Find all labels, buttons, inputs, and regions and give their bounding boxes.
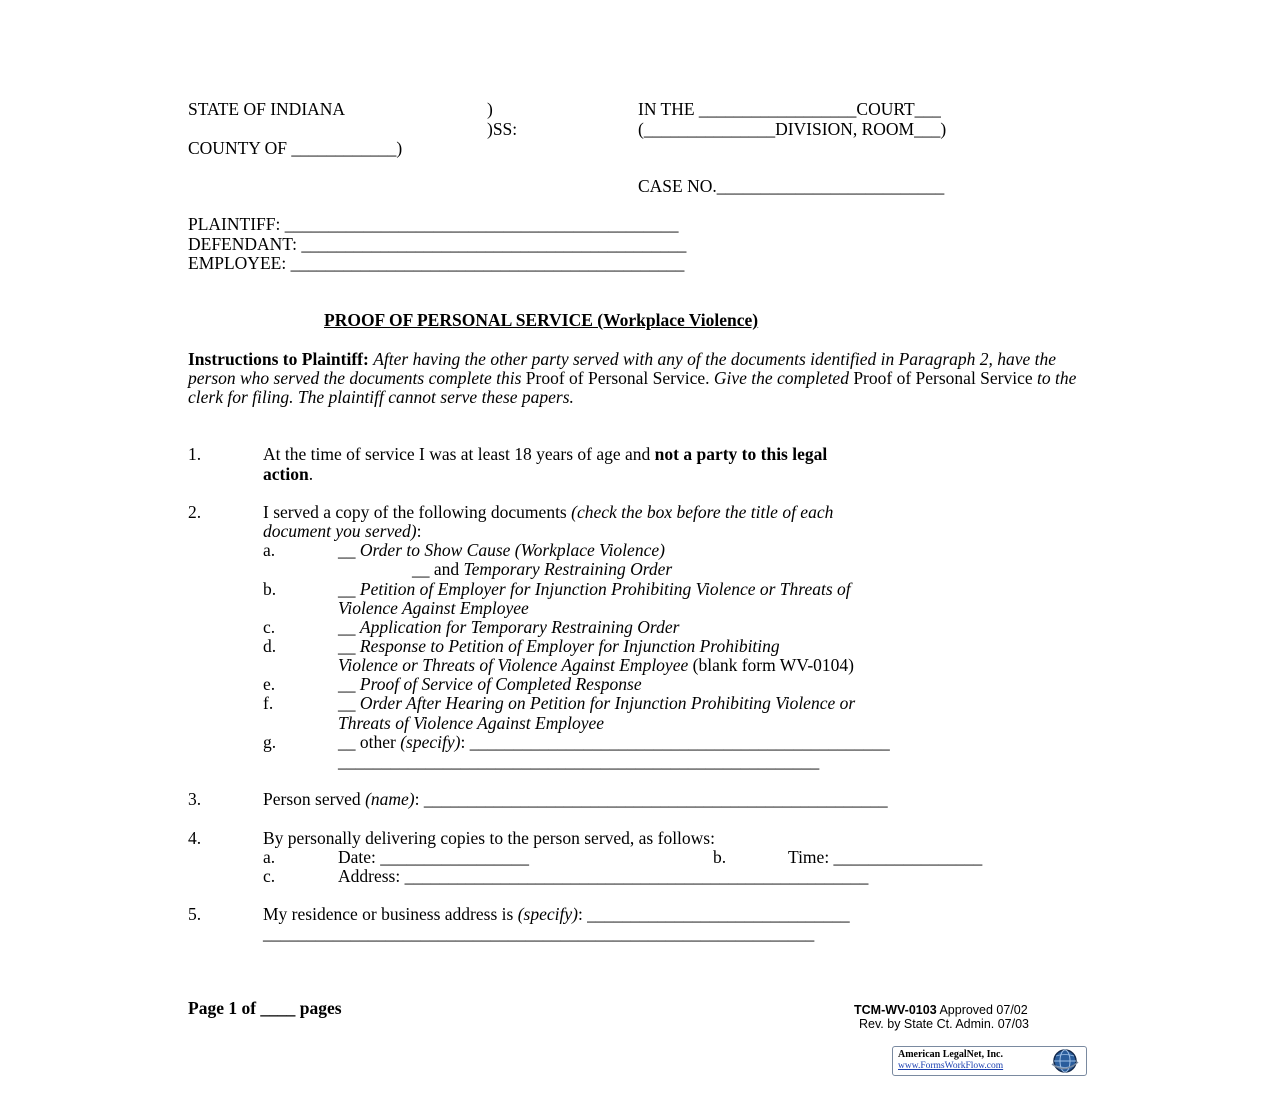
time-field[interactable]: Time: _________________ — [788, 847, 983, 867]
doc-b-title-2: Violence Against Employee — [338, 598, 529, 618]
doc-letter-c: c. — [263, 617, 276, 637]
doc-letter-d: d. — [263, 636, 277, 656]
doc-b-line — [338, 580, 851, 599]
residence-field-2[interactable]: _______________________________________________________________ — [263, 923, 815, 943]
caption-paren: ) — [487, 99, 493, 119]
item-number-4: 4. — [188, 828, 202, 848]
doc-d-note: (blank form WV-0104) — [692, 655, 854, 675]
globe-icon — [1051, 1048, 1079, 1074]
doc-d-title: Response to Petition of Employer for Injunction Prohibiting — [359, 636, 780, 656]
doc-c-checkbox[interactable]: __ — [338, 617, 356, 637]
form-code: TCM-WV-0103 — [854, 1003, 937, 1017]
item-3-plain: Person served — [263, 789, 361, 809]
item-number-3: 3. — [188, 789, 202, 809]
instructions-paragraph — [188, 350, 1088, 408]
doc-f-title-2: Threats of Violence Against Employee — [338, 713, 605, 733]
item-2-text-line2 — [263, 522, 421, 541]
doc-g-other: other — [359, 732, 396, 752]
publisher-logo[interactable] — [892, 1046, 1087, 1076]
doc-a2-checkbox[interactable]: __ — [412, 559, 430, 579]
doc-a-checkbox[interactable]: __ — [338, 540, 356, 560]
item-number-2: 2. — [188, 502, 202, 522]
residence-field[interactable]: : ______________________________ — [577, 904, 850, 924]
doc-letter-g: g. — [263, 732, 277, 752]
doc-e-checkbox[interactable]: __ — [338, 674, 356, 694]
state-label: STATE OF INDIANA — [188, 99, 346, 119]
doc-e-line — [338, 675, 642, 694]
doc-g-line — [338, 733, 890, 752]
date-field[interactable]: Date: _________________ — [338, 847, 530, 867]
employee-field[interactable]: EMPLOYEE: _____________________________________________ — [188, 253, 685, 273]
doc-f-line — [338, 694, 855, 713]
doc-a-line — [338, 541, 665, 560]
page-counter: Page 1 of ____ pages — [188, 998, 342, 1018]
doc-d-line-2 — [338, 656, 854, 675]
item-2-italic-2: document you served) — [263, 521, 417, 541]
doc-a-title: Order to Show Cause (Workplace Violence) — [359, 540, 665, 560]
instructions-text-2: Proof of Personal Service. — [525, 368, 710, 389]
item-5-line — [263, 905, 850, 924]
doc-b-checkbox[interactable]: __ — [338, 579, 356, 599]
item-5-italic: (specify) — [517, 904, 578, 924]
doc-c-line — [338, 618, 679, 637]
item-3-italic: (name) — [365, 789, 415, 809]
defendant-field[interactable]: DEFENDANT: ____________________________________________ — [188, 234, 687, 254]
doc-g-field[interactable]: : ________________________________________________ — [460, 732, 890, 752]
item-2-text — [263, 503, 833, 522]
doc-f-checkbox[interactable]: __ — [338, 693, 356, 713]
person-served-field[interactable]: : _____________________________________________________ — [414, 789, 888, 809]
doc-letter-a: a. — [263, 540, 276, 560]
document-title: PROOF OF PERSONAL SERVICE (Workplace Violence) — [324, 310, 759, 330]
ss-label: )SS: — [487, 119, 518, 139]
item-1-text — [263, 445, 827, 464]
plaintiff-field[interactable]: PLAINTIFF: _____________________________________________ — [188, 214, 679, 234]
doc-letter-f: f. — [263, 693, 274, 713]
item-2-plain: I served a copy of the following documents — [263, 502, 567, 522]
item-4-text: By personally delivering copies to the person served, as follows: — [263, 828, 715, 848]
doc-a2-line — [412, 560, 672, 579]
item-1-bold: not a party to this legal — [654, 444, 828, 464]
doc-a2-title: Temporary Restraining Order — [463, 559, 673, 579]
revision-line: Rev. by State Ct. Admin. 07/03 — [859, 1017, 1029, 1031]
item-3-line — [263, 790, 888, 809]
doc-g-field-2[interactable]: _______________________________________________________ — [338, 751, 820, 771]
doc-e-title: Proof of Service of Completed Response — [359, 674, 642, 694]
doc-b-title: Petition of Employer for Injunction Prohibiting Violence or Threats of — [359, 579, 851, 599]
doc-f-title: Order After Hearing on Petition for Injunction Prohibiting Violence or — [359, 693, 856, 713]
county-field[interactable]: COUNTY OF ____________) — [188, 138, 403, 158]
instructions-text-5: to the clerk for filing. The plaintiff cannot serve these papers. — [188, 368, 1077, 408]
doc-c-title: Application for Temporary Restraining Order — [359, 617, 680, 637]
doc-d-checkbox[interactable]: __ — [338, 636, 356, 656]
item-1-bold-2: action — [263, 464, 309, 484]
item-4-letter-c: c. — [263, 866, 276, 886]
division-field[interactable]: (_______________DIVISION, ROOM___) — [638, 119, 947, 139]
item-number-5: 5. — [188, 904, 202, 924]
form-code-line — [854, 1003, 1028, 1017]
instructions-text-4: Proof of Personal Service — [853, 368, 1033, 389]
instructions-label: Instructions to Plaintiff: — [188, 349, 369, 369]
instructions-text-1: After having the other party served with any of the documents identified in Paragraph 2, have the person who served the documents complete this — [188, 349, 1057, 389]
item-4-letter-b: b. — [713, 847, 727, 867]
item-2-colon: : — [416, 521, 422, 541]
address-field[interactable]: Address: _____________________________________________________ — [338, 866, 869, 886]
item-number-1: 1. — [188, 444, 202, 464]
doc-d-line — [338, 637, 780, 656]
item-4-letter-a: a. — [263, 847, 276, 867]
item-5-plain: My residence or business address is — [263, 904, 514, 924]
doc-a2-and: and — [433, 559, 460, 579]
item-1-text-line2 — [263, 465, 313, 484]
doc-g-specify: (specify) — [400, 732, 461, 752]
item-1-plain: At the time of service I was at least 18 years of age and — [263, 444, 651, 464]
approved-date: Approved 07/02 — [939, 1003, 1028, 1017]
doc-d-title-2: Violence or Threats of Violence Against Employee — [338, 655, 689, 675]
publisher-name: American LegalNet, Inc. — [898, 1049, 1003, 1060]
item-1-period: . — [308, 464, 314, 484]
item-2-italic: (check the box before the title of each — [571, 502, 834, 522]
doc-letter-e: e. — [263, 674, 276, 694]
publisher-url-link[interactable]: www.FormsWorkFlow.com — [898, 1061, 1004, 1071]
doc-g-checkbox[interactable]: __ — [338, 732, 356, 752]
instructions-text-3: Give the completed — [713, 368, 849, 389]
doc-letter-b: b. — [263, 579, 277, 599]
court-field[interactable]: IN THE __________________COURT___ — [638, 99, 941, 119]
case-number-field[interactable]: CASE NO.__________________________ — [638, 176, 945, 196]
